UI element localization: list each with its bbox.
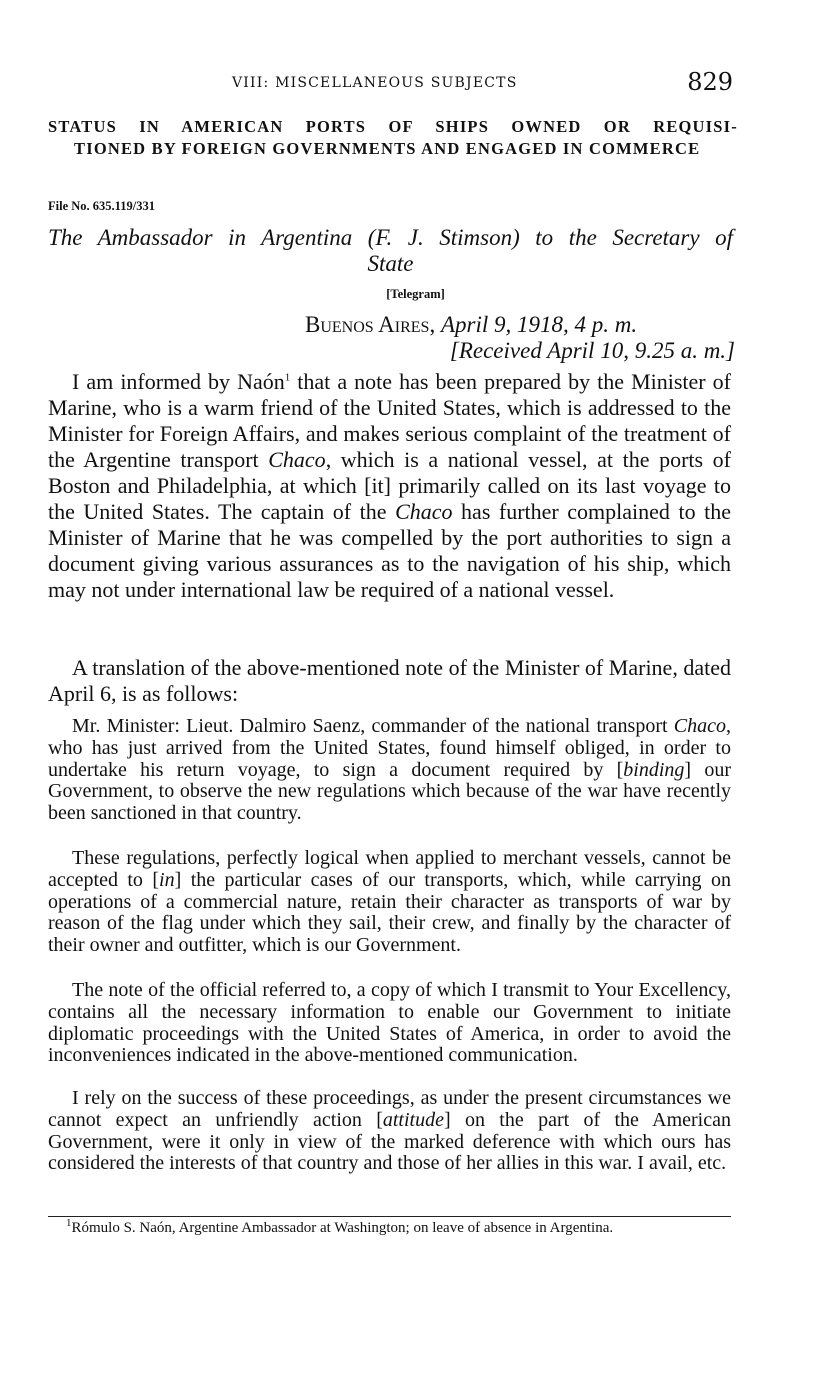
p1-text-a: I am informed by Naón [72, 369, 285, 394]
telegram-label: [Telegram] [386, 287, 445, 301]
q4-text-b: ] on the part of the American Government, were it only in view of the marked deference with which ours has considered the interests of that country and those of her allies in this war. I avail, etc. [48, 1108, 731, 1175]
file-number: File No. 635.119/331 [48, 199, 155, 213]
page-number: 829 [687, 68, 733, 96]
section-title-line1: STATUS IN AMERICAN PORTS OF SHIPS OWNED OR REQUISI- [48, 117, 738, 136]
section-title [48, 116, 738, 160]
footnote-divider [48, 1216, 731, 1217]
quote-paragraph-1 [48, 716, 731, 825]
quote-paragraph-4 [48, 1088, 731, 1175]
document-heading [48, 225, 733, 277]
dateline-place: Buenos Aires, [305, 312, 436, 337]
ship-name: Chaco [673, 715, 726, 737]
q2-text-a: These regulations, perfectly logical when applied to merchant vessels, cannot be accepted to [ [48, 847, 731, 891]
paragraph-2: A translation of the above-mentioned note of the Minister of Marine, dated April 6, is as follows: [48, 655, 731, 706]
ship-name: Chaco [268, 447, 326, 472]
footnote [48, 1217, 731, 1237]
p1-text-d: has further complained to the Minister of Marine that he was compelled by the port authorities to sign a document giving various assurances as to the navigation of his ship, which may not under international law be required of a national vessel. [48, 499, 731, 602]
ship-name: Chaco [395, 499, 453, 524]
footnote-text: Rómulo S. Naón, Argentine Ambassador at Washington; on leave of absence in Argentina. [71, 1220, 614, 1236]
bracketed-word: binding [623, 758, 685, 781]
footnote-marker: 1 [66, 1217, 72, 1229]
received-note: [Received April 10, 9.25 a. m.] [449, 338, 735, 363]
paragraph-1 [48, 369, 731, 603]
running-head-title: VIII: MISCELLANEOUS SUBJECTS [232, 75, 518, 91]
quote-paragraph-2 [48, 848, 731, 957]
q1-text-b: , who has just arrived from the United States, found himself obliged, in order to undertake his return voyage, to sign a document required by [ [48, 715, 731, 781]
dateline-date: April 9, 1918, 4 p. m. [440, 312, 638, 337]
bracketed-word: in [159, 868, 175, 891]
heading-line2: State [367, 251, 414, 276]
p1-text-b: that a note has been prepared by the Minister of Marine, who is a warm friend of the United States, which is addressed to the Minister for Foreign Affairs, and makes serious complaint of the treatment of the Argentine transport [48, 369, 732, 472]
q1-text-a: Mr. Minister: Lieut. Dalmiro Saenz, commander of the national transport [72, 715, 674, 737]
section-title-rest: TIONED BY FOREIGN GOVERNMENTS AND ENGAGED IN COMMERCE [74, 139, 701, 158]
heading-line1: The Ambassador in Argentina (F. J. Stimson) to the Secretary of [48, 225, 733, 250]
q4-text-a: I rely on the success of these proceedings, as under the present circumstances we cannot expect an unfriendly action [ [48, 1087, 731, 1131]
bracketed-word: attitude [382, 1108, 444, 1131]
running-head [48, 68, 733, 98]
footnote-ref: 1 [284, 371, 291, 384]
quote-paragraph-3: The note of the official referred to, a copy of which I transmit to Your Excellency, contains all the necessary information to enable our Government to initiate diplomatic proceedings with the United States of America, in order to avoid the inconveniences indicated in the above-mentioned communication. [48, 979, 731, 1067]
q2-text-b: ] the particular cases of our transports, which, while carrying on operations of a commercial nature, retain their character as transports of war by reason of the flag under which they sail, their crew, and finally by the character of their owner and outfitter, which is our Government. [48, 868, 731, 957]
dateline [305, 312, 637, 338]
p1-text-c: , which is a national vessel, at the ports of Boston and Philadelphia, at which [it] primarily called on its last voyage to the United States. The captain of the [48, 447, 731, 524]
q1-text-c: ] our Government, to observe the new regulations which because of the war have recently been sanctioned in that country. [48, 758, 731, 825]
